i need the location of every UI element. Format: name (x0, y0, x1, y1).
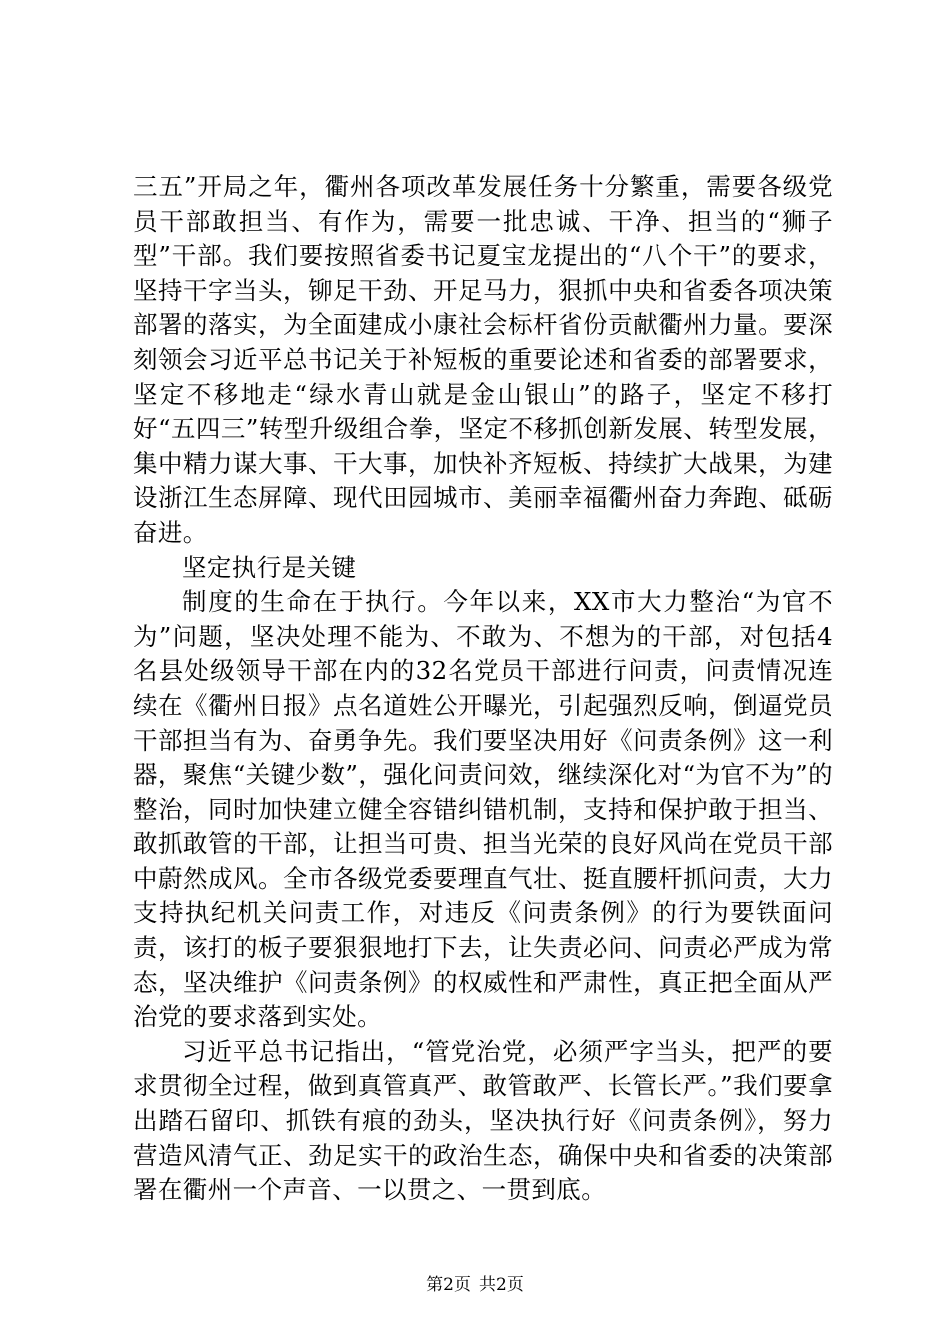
paragraph-1: 三五”开局之年，衢州各项改革发展任务十分繁重，需要各级党员干部敢担当、有作为，需要一批忠诚、干净、担当的“狮子型”干部。我们要按照省委书记夏宝龙提出的“八个干”的要求，坚持干字当头，铆足干劲、开足马力，狠抓中央和省委各项决策部署的落实，为全面建成小康社会标杆省份贡献衢州力量。要深刻领会习近平总书记关于补短板的重要论述和省委的部署要求，坚定不移地走“绿水青山就是金山银山”的路子，坚定不移打好“五四三”转型升级组合拳，坚定不移抓创新发展、转型发展，集中精力谋大事、干大事，加快补齐短板、持续扩大战果，为建设浙江生态屏障、现代田园城市、美丽幸福衢州奋力奔跑、砥砺奋进。 (133, 172, 833, 547)
paragraph-2: 制度的生命在于执行。今年以来，XX市大力整治“为官不为”问题，坚决处理不能为、不敢为、不想为的干部，对包括4名县处级领导干部在内的32名党员干部进行问责，问责情况连续在《衢州日报》点名道姓公开曝光，引起强烈反响，倒逼党员干部担当有为、奋勇争先。我们要坚决用好《问责条例》这一利器，聚焦“关键少数”，强化问责问效，继续深化对“为官不为”的整治，同时加快建立健全容错纠错机制，支持和保护敢于担当、敢抓敢管的干部，让担当可贵、担当光荣的良好风尚在党员干部中蔚然成风。全市各级党委要理直气壮、挺直腰杆抓问责，大力支持执纪机关问责工作，对违反《问责条例》的行为要铁面问责，该打的板子要狠狠地打下去，让失责必问、问责必严成为常态，坚决维护《问责条例》的权威性和严肃性，真正把全面从严治党的要求落到实处。 (133, 587, 833, 1032)
page-footer (0, 1275, 950, 1295)
page-total: 共2页 (479, 1275, 524, 1295)
paragraph-3: 习近平总书记指出，“管党治党，必须严字当头，把严的要求贯彻全过程，做到真管真严、敢管敢严、长管长严。”我们要拿出踏石留印、抓铁有痕的劲头，坚决执行好《问责条例》，努力营造风清气正、劲足实干的政治生态，确保中央和省委的决策部署在衢州一个声音、一以贯之、一贯到底。 (133, 1036, 833, 1205)
page-number: 第2页 (426, 1275, 471, 1295)
document-body (133, 170, 833, 1208)
section-heading: 坚定执行是关键 (182, 552, 357, 582)
